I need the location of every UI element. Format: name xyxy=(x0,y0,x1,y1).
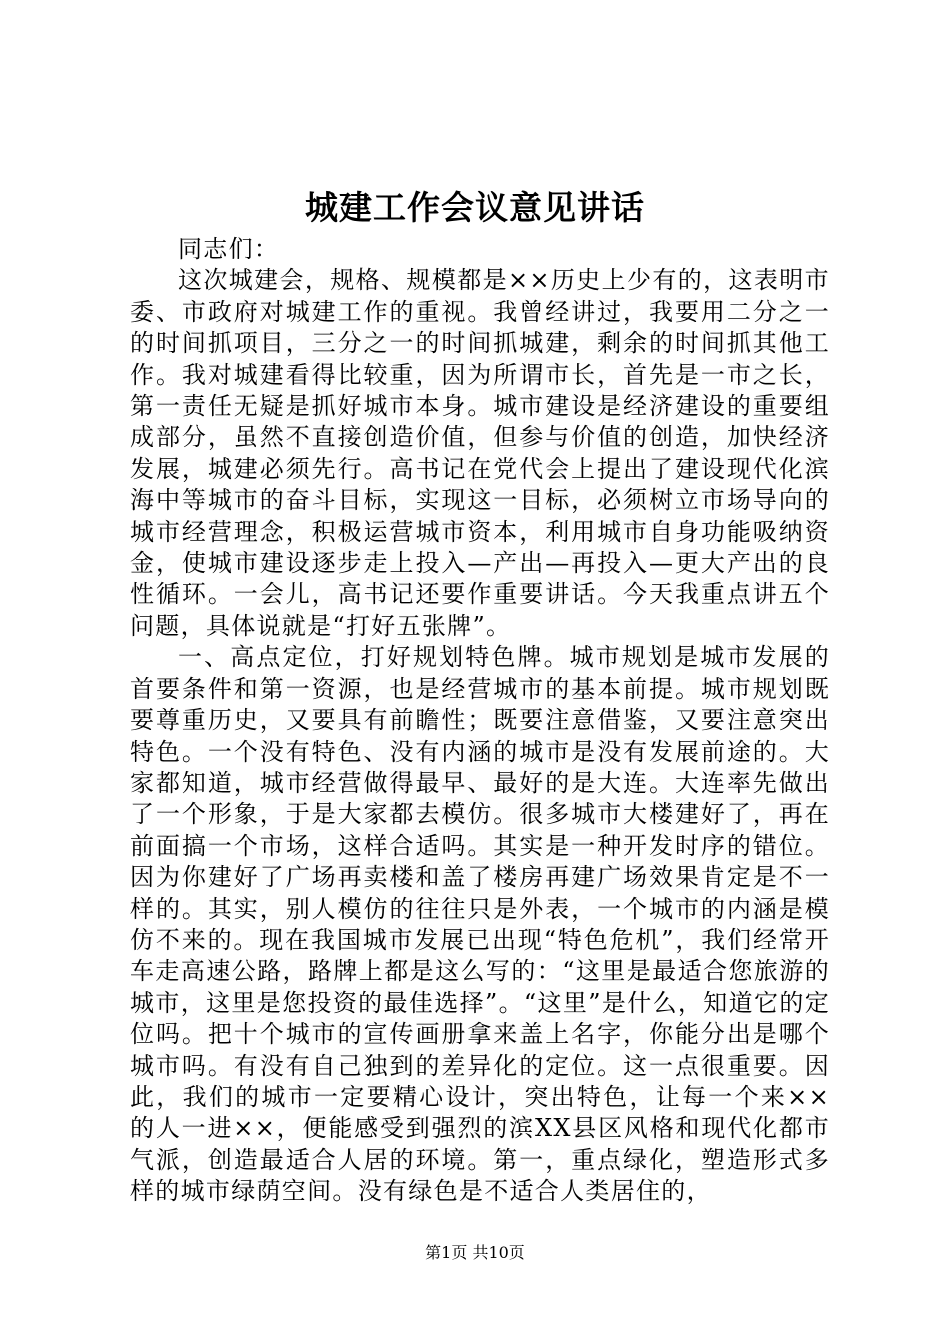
paragraph-section-one: 一、高点定位，打好规划特色牌。城市规划是城市发展的首要条件和第一资源，也是经营城市的基本前提。城市规划既要尊重历史，又要具有前瞻性；既要注意借鉴，又要注意突出特色。一个没有特色、没有内涵的城市是没有发展前途的。大家都知道，城市经营做得最早、最好的是大连。大连率先做出了一个形象，于是大家都去模仿。很多城市大楼建好了，再在前面搞一个市场，这样合适吗。其实是一种开发时序的错位。因为你建好了广场再卖楼和盖了楼房再建广场效果肯定是不一样的。其实，别人模仿的往往只是外表，一个城市的内涵是模仿不来的。现在我国城市发展已出现“特色危机”，我们经常开车走高速公路，路牌上都是这么写的：“这里是最适合您旅游的城市，这里是您投资的最佳选择”。“这里”是什么，知道它的定位吗。把十个城市的宣传画册拿来盖上名字，你能分出是哪个城市吗。有没有自己独到的差异化的定位。这一点很重要。因此，我们的城市一定要精心设计，突出特色，让每一个来××的人一进××，便能感受到强烈的滨XX县区风格和现代化都市气派，创造最适合人居的环境。第一，重点绿化，塑造形式多样的城市绿荫空间。没有绿色是不适合人类居住的， xyxy=(130,643,830,1206)
greeting: 同志们： xyxy=(178,235,280,263)
paragraph-intro: 这次城建会，规格、规模都是××历史上少有的，这表明市委、市政府对城建工作的重视。我曾经讲过，我要用二分之一的时间抓项目，三分之一的时间抓城建，剩余的时间抓其他工作。我对城建看得比较重，因为所谓市长，首先是一市之长，第一责任无疑是抓好城市本身。城市建设是经济建设的重要组成部分，虽然不直接创造价值，但参与价值的创造，加快经济发展，城建必须先行。高书记在党代会上提出了建设现代化滨海中等城市的奋斗目标，实现这一目标，必须树立市场导向的城市经营理念，积极运营城市资本，利用城市自身功能吸纳资金，使城市建设逐步走上投入—产出—再投入—更大产出的良性循环。一会儿，高书记还要作重要讲话。今天我重点讲五个问题，具体说就是“打好五张牌”。 xyxy=(130,266,830,640)
document-title: 城建工作会议意见讲话 xyxy=(305,188,645,227)
document-body xyxy=(130,234,830,1208)
page-footer: 第1页 共10页 xyxy=(425,1243,525,1262)
